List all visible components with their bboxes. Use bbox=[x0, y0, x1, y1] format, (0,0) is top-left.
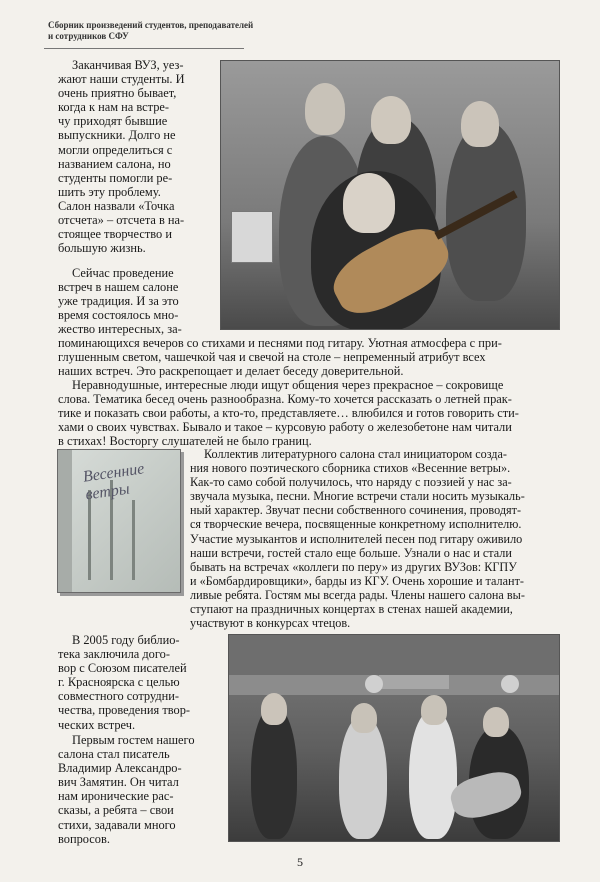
line: ливые ребята. Гостям мы всегда рады. Члены нашего салона вы- bbox=[190, 587, 525, 602]
line: тека заключила дого- bbox=[58, 647, 170, 662]
line: совместного сотрудни- bbox=[58, 689, 180, 704]
line: жают наши студенты. И bbox=[58, 72, 185, 87]
running-header bbox=[48, 20, 308, 42]
line: г. Красноярска с целью bbox=[58, 675, 180, 690]
line: ся творческие вечера, посвященные конкретному исполнителю. bbox=[190, 517, 522, 532]
line: поминающихся вечеров со стихами и песнями под гитару. Уютная атмосфера с при- bbox=[58, 336, 502, 350]
book-cover-image bbox=[57, 449, 181, 593]
paragraph-3 bbox=[58, 378, 558, 448]
paragraph-5 bbox=[58, 633, 218, 732]
line: Первым гостем нашего bbox=[72, 733, 195, 747]
line: ный характер. Звучат песни собственного сочинения, проводят- bbox=[190, 503, 522, 518]
photo-performance-in-library bbox=[228, 634, 560, 842]
paragraph-1 bbox=[58, 58, 214, 255]
line: стихи, задавали много bbox=[58, 817, 176, 832]
line: выпускники. Долго не bbox=[58, 128, 176, 143]
line: шить эту проблему. bbox=[58, 184, 161, 199]
line: большую жизнь. bbox=[58, 241, 146, 256]
line: время состоялось мно- bbox=[58, 308, 179, 323]
line: нам иронические рас- bbox=[58, 789, 174, 804]
line: названием салона, но bbox=[58, 156, 171, 171]
line: когда к нам на встре- bbox=[58, 100, 170, 115]
line: бывать на встречах «коллеги по перу» из других ВУЗов: КГПУ bbox=[190, 559, 517, 574]
line: вопросов. bbox=[58, 831, 110, 846]
line: Участие музыкантов и исполнителей песен под гитару оживило bbox=[190, 531, 523, 546]
line: салона стал писатель bbox=[58, 747, 170, 762]
line: вич Замятин. Он читал bbox=[58, 775, 179, 790]
line: тике и показать свои работы, а кто-то, представляете… влюбился и готов говорить сти- bbox=[58, 406, 519, 421]
line: очень приятно бывает, bbox=[58, 86, 177, 101]
paragraph-2 bbox=[58, 266, 214, 336]
page-number: 5 bbox=[297, 855, 303, 869]
line: ступают на праздничных концертах в стенах нашей академии, bbox=[190, 602, 513, 617]
line: чества, проведения твор- bbox=[58, 703, 191, 718]
line: участвуют в конкурсах чтецов. bbox=[190, 616, 351, 631]
line: Коллектив литературного салона стал инициатором созда- bbox=[204, 447, 507, 461]
line: хами о своих чувствах. Бывало и такое – курсовую работу о железобетоне нам читали bbox=[58, 420, 512, 435]
line: Владимир Александро- bbox=[58, 761, 182, 776]
photo-students-with-guitar bbox=[220, 60, 560, 330]
line: Как-то само собой получилось, что наряду с поэзией у нас за- bbox=[190, 475, 512, 490]
header-rule bbox=[44, 48, 244, 49]
line: чу приходят бывшие bbox=[58, 114, 168, 129]
line: наших встреч. Это раскрепощает и делает беседу доверительной. bbox=[58, 364, 404, 379]
paragraph-6 bbox=[58, 733, 218, 846]
line: Заканчивая ВУЗ, уез- bbox=[72, 58, 184, 72]
line: звучала музыка, песни. Многие встречи стали носить музыкаль- bbox=[190, 489, 525, 504]
line: Сейчас проведение bbox=[72, 266, 174, 280]
line: и «Бомбардировщики», барды из КГУ. Очень хорошие и талант- bbox=[190, 573, 524, 588]
line: сказы, а ребята – свои bbox=[58, 803, 174, 818]
line: отсчета» – отсчета в на- bbox=[58, 213, 185, 228]
line: встреч в нашем салоне bbox=[58, 280, 179, 295]
book-spine bbox=[58, 450, 72, 592]
line: жество интересных, за- bbox=[58, 322, 182, 337]
line: в стихах! Восторгу слушателей не было границ. bbox=[58, 434, 312, 449]
paragraph-2-continued bbox=[58, 336, 558, 378]
line: могли определиться с bbox=[58, 142, 173, 157]
line: Неравнодушные, интересные люди ищут общения через прекрасное – сокровище bbox=[72, 378, 504, 392]
line: Салон назвали «Точка bbox=[58, 198, 175, 213]
line: наши встречи, гостей стало еще больше. Узнали о нас и стали bbox=[190, 545, 512, 560]
paragraph-4 bbox=[190, 447, 558, 630]
header-line-1: Сборник произведений студентов, преподавателей bbox=[48, 20, 254, 30]
line: ческих встреч. bbox=[58, 717, 136, 732]
line: вор с Союзом писателей bbox=[58, 661, 187, 676]
line: студенты помогли ре- bbox=[58, 170, 173, 185]
header-line-2: и сотрудников СФУ bbox=[48, 31, 129, 41]
line: В 2005 году библио- bbox=[72, 633, 180, 647]
line: глушенным светом, чашечкой чая и свечой на столе – непременный атрибут всех bbox=[58, 350, 486, 365]
line: ния нового поэтического сборника стихов «Весенние ветры». bbox=[190, 461, 511, 476]
book-title: Весенние ветры bbox=[81, 460, 146, 504]
line: уже традиция. И за это bbox=[58, 294, 179, 309]
line: стоящее творчество и bbox=[58, 227, 172, 242]
line: слова. Тематика бесед очень разнообразна. Кому-то хочется рассказать о летней прак- bbox=[58, 392, 512, 407]
